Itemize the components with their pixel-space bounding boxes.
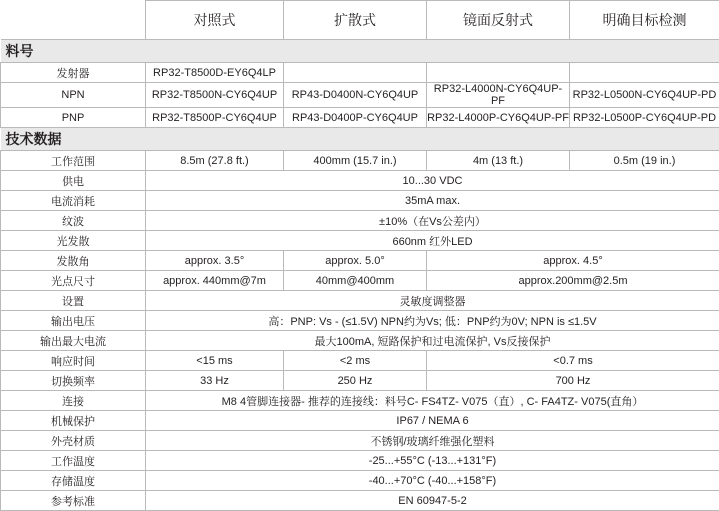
product-type-header-row [1, 1, 719, 40]
row-label-switching-frequency: 切换频率 [1, 371, 146, 391]
product-type-cell-1: 对照式 [146, 1, 284, 40]
row-label-mechanical-protection: 机械保护 [1, 411, 146, 431]
table-row [1, 151, 719, 171]
part-number-npn-2: RP43-D0400N-CY6Q4UP [284, 83, 427, 108]
reference-standard-value: EN 60947-5-2 [146, 491, 719, 511]
row-label-pnp: PNP [1, 108, 146, 128]
table-row [1, 291, 719, 311]
table-row [1, 231, 719, 251]
spot-size-value-2: 40mm@400mm [284, 271, 427, 291]
part-number-npn-3: RP32-L4000N-CY6Q4UP-PF [427, 83, 570, 108]
row-label-output-voltage: 输出电压 [1, 311, 146, 331]
working-range-value-1: 8.5m (27.8 ft.) [146, 151, 284, 171]
housing-material-value: 不锈钢/玻璃纤维强化塑料 [146, 431, 719, 451]
working-range-value-3: 4m (13 ft.) [427, 151, 570, 171]
mechanical-protection-value: IP67 / NEMA 6 [146, 411, 719, 431]
row-label-supply: 供电 [1, 171, 146, 191]
response-time-value-1: <15 ms [146, 351, 284, 371]
part-number-emitter-blank-1 [284, 63, 427, 83]
section-title-part-numbers: 料号 [1, 40, 719, 63]
row-label-current-consumption: 电流消耗 [1, 191, 146, 211]
part-number-emitter: RP32-T8500D-EY6Q4LP [146, 63, 284, 83]
output-voltage-value: 高：PNP: Vs - (≤1.5V) NPN约为Vs; 低：PNP约为0V; NPN is ≤1.5V [146, 311, 719, 331]
connection-value: M8 4管脚连接器- 推荐的连接线：料号C- FS4TZ- V075（直）, C- FA4TZ- V075(直角） [146, 391, 719, 411]
ripple-value: ±10%（在Vs公差内） [146, 211, 719, 231]
response-time-value-2: <2 ms [284, 351, 427, 371]
table-row [1, 83, 719, 108]
supply-value: 10...30 VDC [146, 171, 719, 191]
row-label-npn: NPN [1, 83, 146, 108]
row-label-storage-temperature: 存储温度 [1, 471, 146, 491]
part-number-pnp-3: RP32-L4000P-CY6Q4UP-PF [427, 108, 570, 128]
table-row [1, 371, 719, 391]
row-label-ripple: 纹波 [1, 211, 146, 231]
working-range-value-4: 0.5m (19 in.) [570, 151, 719, 171]
divergence-angle-value-2: approx. 5.0° [284, 251, 427, 271]
table-row [1, 211, 719, 231]
table-row [1, 451, 719, 471]
table-row [1, 351, 719, 371]
current-consumption-value: 35mA max. [146, 191, 719, 211]
section-header-tech-data [1, 128, 719, 151]
operating-temperature-value: -25...+55°C (-13...+131°F) [146, 451, 719, 471]
spot-size-value-1: approx. 440mm@7m [146, 271, 284, 291]
table-row [1, 191, 719, 211]
part-number-npn-4: RP32-L0500N-CY6Q4UP-PD [570, 83, 719, 108]
table-row [1, 311, 719, 331]
output-max-current-value: 最大100mA, 短路保护和过电流保护, Vs反接保护 [146, 331, 719, 351]
table-row [1, 171, 719, 191]
table-row [1, 431, 719, 451]
product-type-cell-4: 明确目标检测 [570, 1, 719, 40]
storage-temperature-value: -40...+70°C (-40...+158°F) [146, 471, 719, 491]
setting-value: 灵敏度调整器 [146, 291, 719, 311]
switching-frequency-value-3: 700 Hz [427, 371, 719, 391]
row-label-working-range: 工作范围 [1, 151, 146, 171]
row-label-reference-standard: 参考标准 [1, 491, 146, 511]
spot-size-value-3: approx.200mm@2.5m [427, 271, 719, 291]
divergence-angle-value-1: approx. 3.5° [146, 251, 284, 271]
row-label-divergence-angle: 发散角 [1, 251, 146, 271]
row-label-emitter: 发射器 [1, 63, 146, 83]
part-number-pnp-4: RP32-L0500P-CY6Q4UP-PD [570, 108, 719, 128]
working-range-value-2: 400mm (15.7 in.) [284, 151, 427, 171]
row-label-setting: 设置 [1, 291, 146, 311]
section-title-tech-data: 技术数据 [1, 128, 719, 151]
row-label-connection: 连接 [1, 391, 146, 411]
row-label-response-time: 响应时间 [1, 351, 146, 371]
table-row [1, 411, 719, 431]
response-time-value-3: <0.7 ms [427, 351, 719, 371]
table-row [1, 108, 719, 128]
part-number-pnp-1: RP32-T8500P-CY6Q4UP [146, 108, 284, 128]
table-row [1, 491, 719, 511]
product-type-cell-2: 扩散式 [284, 1, 427, 40]
switching-frequency-value-1: 33 Hz [146, 371, 284, 391]
table-row [1, 391, 719, 411]
row-label-light-emission: 光发散 [1, 231, 146, 251]
part-number-emitter-blank-3 [570, 63, 719, 83]
product-type-cell-3: 镜面反射式 [427, 1, 570, 40]
table-row [1, 271, 719, 291]
row-label-output-max-current: 输出最大电流 [1, 331, 146, 351]
part-number-npn-1: RP32-T8500N-CY6Q4UP [146, 83, 284, 108]
header-spacer-cell [1, 1, 146, 40]
divergence-angle-value-3: approx. 4.5° [427, 251, 719, 271]
section-header-part-numbers [1, 40, 719, 63]
row-label-spot-size: 光点尺寸 [1, 271, 146, 291]
table-row [1, 63, 719, 83]
part-number-pnp-2: RP43-D0400P-CY6Q4UP [284, 108, 427, 128]
part-number-emitter-blank-2 [427, 63, 570, 83]
table-row [1, 331, 719, 351]
table-row [1, 471, 719, 491]
table-row [1, 251, 719, 271]
row-label-operating-temperature: 工作温度 [1, 451, 146, 471]
switching-frequency-value-2: 250 Hz [284, 371, 427, 391]
light-emission-value: 660nm 红外LED [146, 231, 719, 251]
row-label-housing-material: 外壳材质 [1, 431, 146, 451]
